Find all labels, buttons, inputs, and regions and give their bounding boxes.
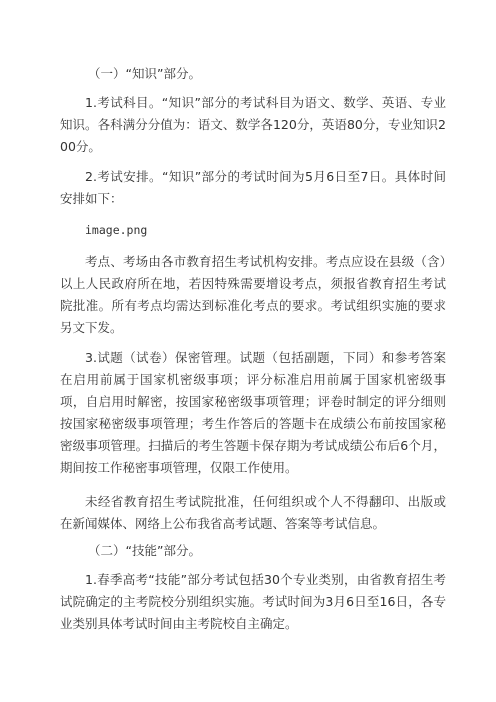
paragraph-confidentiality: 3.试题（试卷）保密管理。试题（包括副题，下同）和参考答案在启用前属于国家机密级事项；评分标准启用前属于国家机密级事项，自启用时解密，按国家秘密级事项管理；评卷时制定的评分细则按国家秘密级事项管理；考生作答后的答题卡在成绩公布前按国家秘密级事项管理。扫描后的考生答题卡保存期为考试成绩公布后6个月，期间按工作秘密事项管理，仅限工作使用。: [60, 350, 446, 475]
image-placeholder-label: image.png: [85, 223, 148, 237]
section-heading-knowledge: （一）“知识”部分。: [88, 66, 201, 81]
paragraph-skills-exam: 1.春季高考“技能”部分考试包括30个专业类别，由省教育招生考试院确定的主考院校分别组织实施。考试时间为3月6日至16日，各专业类别具体考试时间由主考院校自主确定。: [60, 572, 446, 631]
paragraph-exam-subjects: 1.考试科目。“知识”部分的考试科目为语文、数学、英语、专业知识。各科满分分值为：语文、数学各120分，英语80分，专业知识200分。: [60, 95, 446, 154]
section-heading-skills: （二）“技能”部分。: [88, 543, 201, 558]
paragraph-publication-ban: 未经省教育招生考试院批准，任何组织或个人不得翻印、出版或在新闻媒体、网络上公布我省高考试题、答案等考试信息。: [60, 494, 446, 531]
paragraph-exam-schedule: 2.考试安排。“知识”部分的考试时间为5月6日至7日。具体时间安排如下：: [60, 169, 446, 206]
paragraph-exam-venues: 考点、考场由各市教育招生考试机构安排。考点应设在县级（含）以上人民政府所在地，若因特殊需要增设考点，须报省教育招生考试院批准。所有考点均需达到标准化考点的要求。考试组织实施的要求另文下发。: [60, 254, 446, 335]
